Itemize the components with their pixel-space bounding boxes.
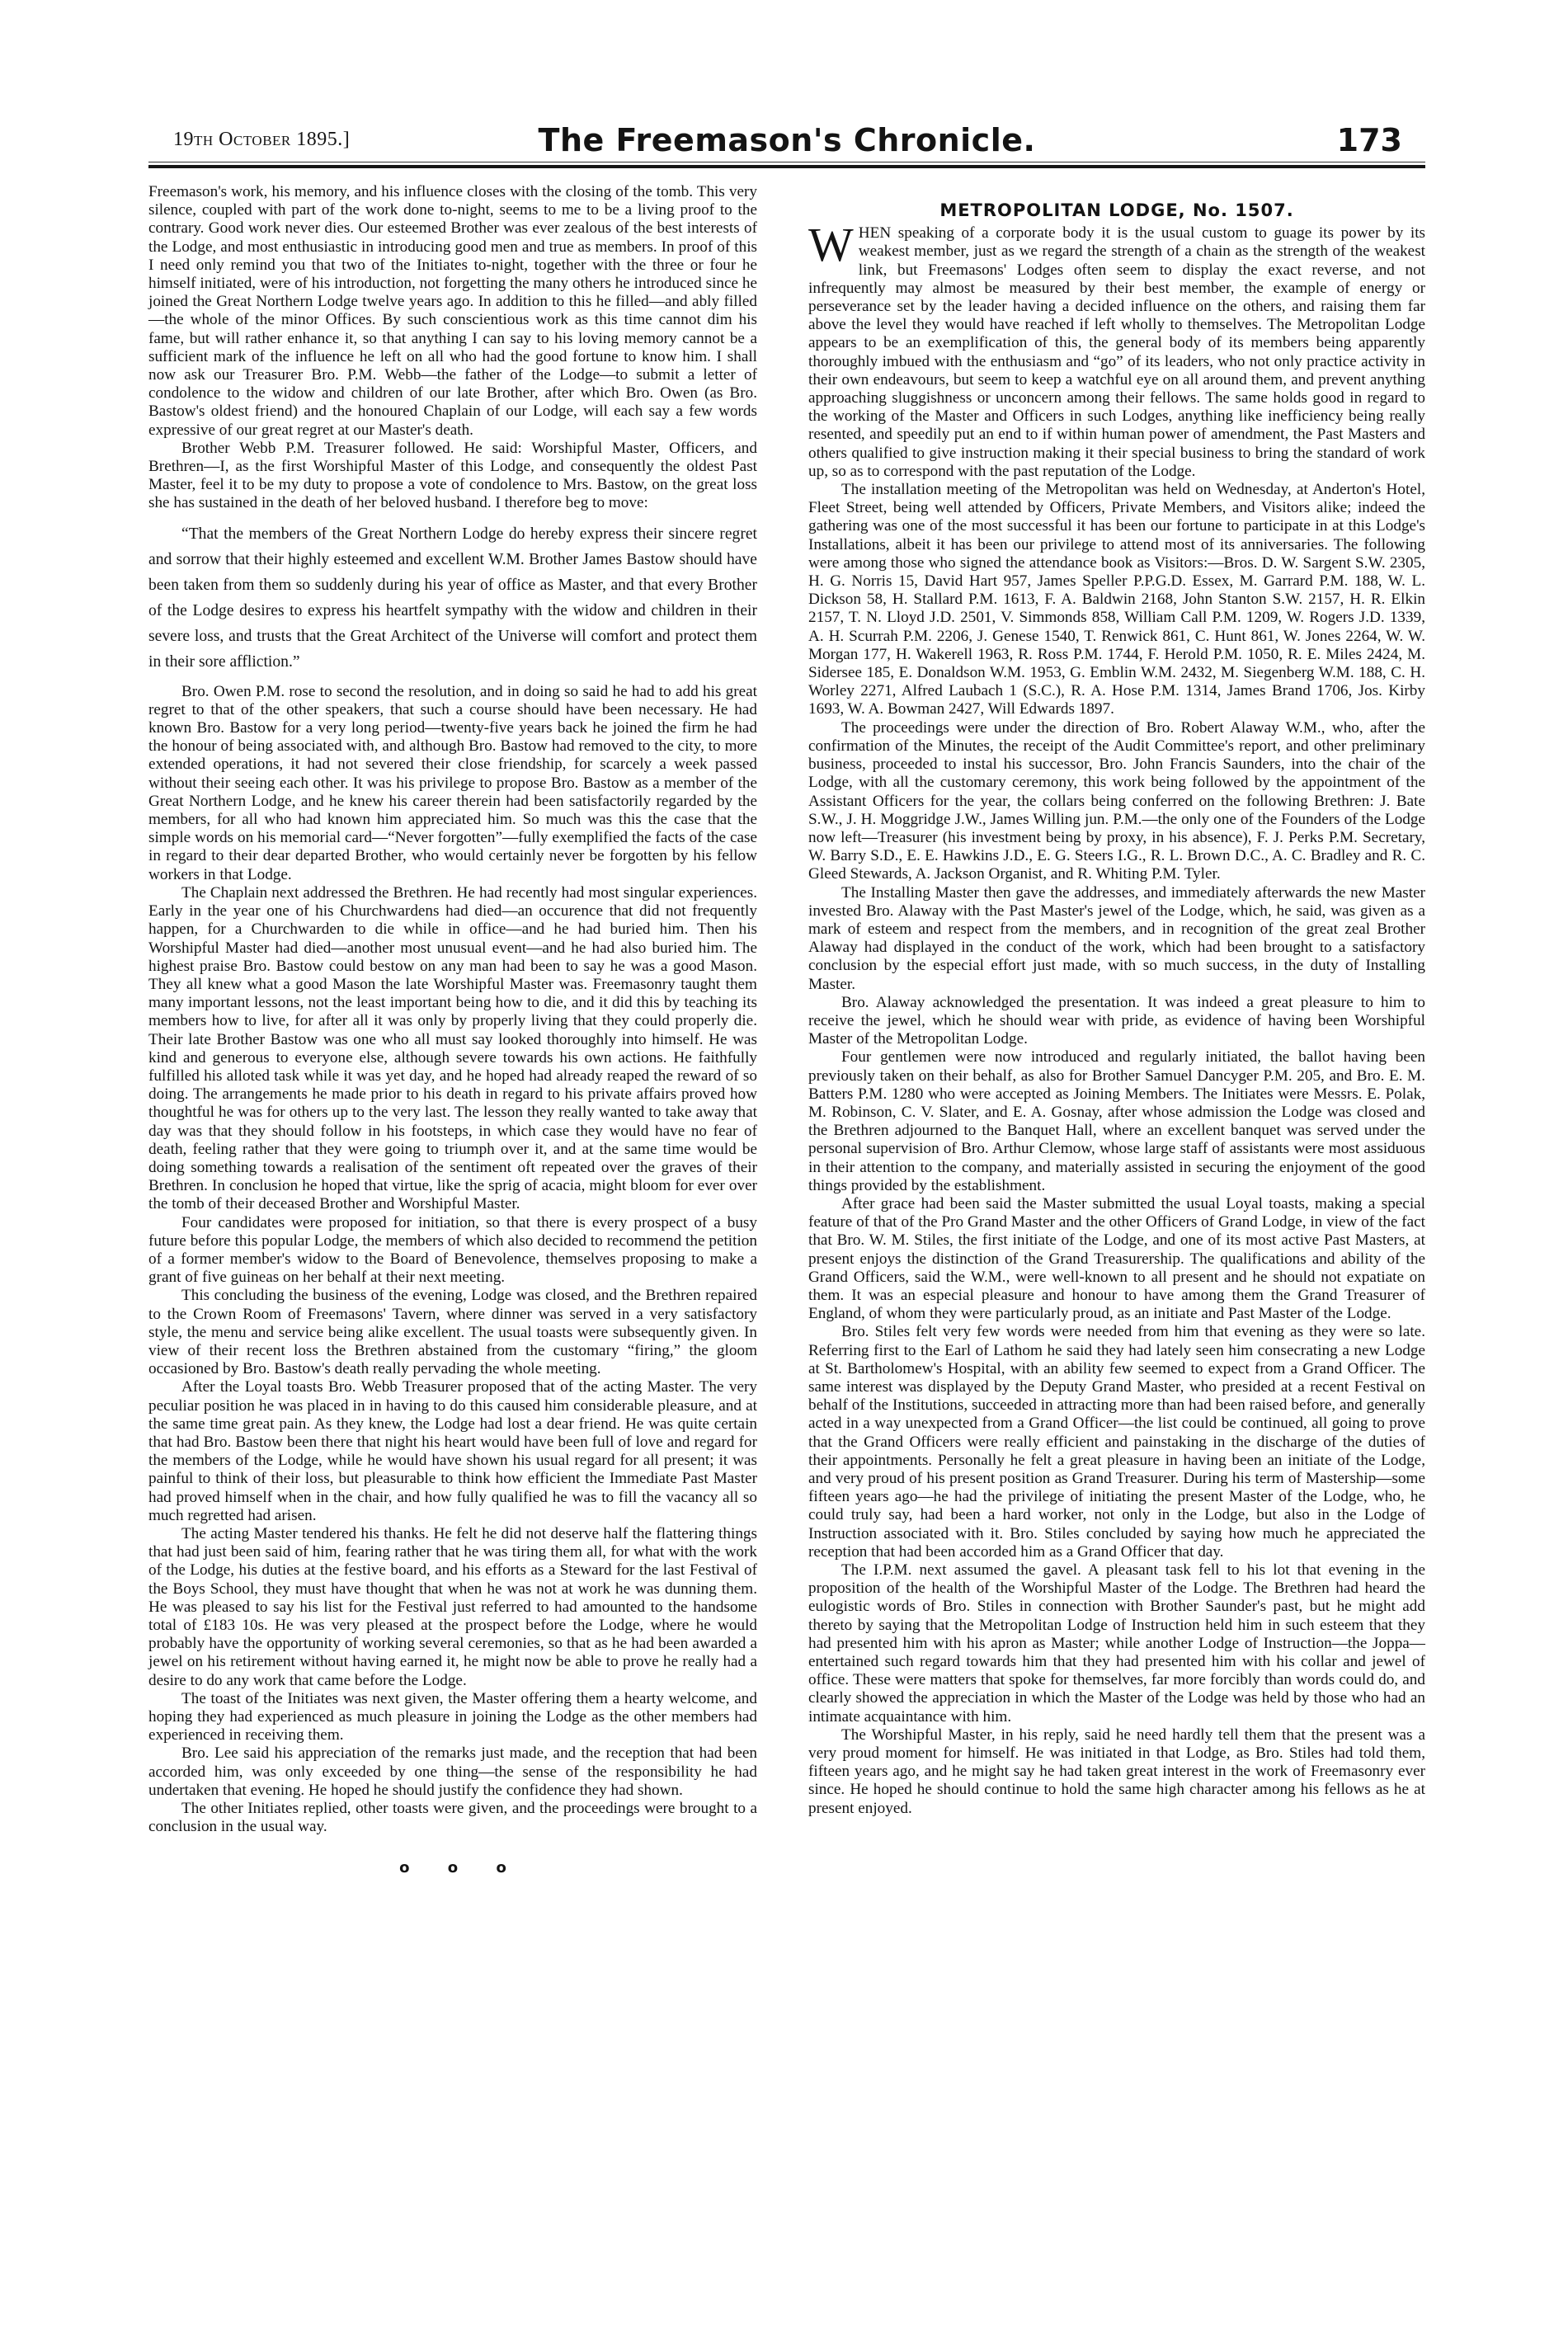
drop-cap-continuation: HEN — [858, 224, 892, 242]
paragraph: After the Loyal toasts Bro. Webb Treasurer proposed that of the acting Master. The very peculiar position he was placed in in having to do this caused him considerable pleasure, and at the same time great pain. As they knew, the Lodge had lost a dear friend. He was quite certain that had Bro. Bastow been there that night his heart would have been full of love and regard for the members of the Lodge, while he would have shown his usual regard for all present; it was painful to think of their loss, but pleasurable to think how efficient the Immediate Past Master had proved himself when in the chair, and how fully qualified he was to fill the vacancy all so much regretted had arisen. — [148, 1378, 757, 1524]
masthead-rule — [148, 162, 1425, 168]
paragraph: Bro. Alaway acknowledged the presentation. It was indeed a great pleasure to him to receive the jewel, which he should wear with pride, as evidence of having been Worshipful Master of the Metropolitan Lodge. — [808, 993, 1425, 1048]
paragraph: The proceedings were under the direction of Bro. Robert Alaway W.M., who, after the confirmation of the Minutes, the receipt of the Audit Committee's report, and other preliminary business, proceeded to instal his successor, Bro. John Francis Saunders, into the chair of the Lodge, with all the customary ceremony, this work being followed by the appointment of the Assistant Officers for the year, the collars being conferred on the following Brethren: J. Bate S.W., J. H. Moggridge J.W., James Willing jun. P.M.—the only one of the Founders of the Lodge now left—Treasurer (his investment being by proxy, in his absence), F. J. Perks P.M. Secretary, W. Barry S.D., E. E. Hawkins J.D., E. G. Steers I.G., R. L. Brown D.C., A. C. Bradley and R. C. Gleed Stewards, A. Jackson Organist, and R. Whiting P.M. Tyler. — [808, 718, 1425, 883]
page-number: 173 — [1336, 122, 1402, 158]
date-year: 1895.] — [296, 129, 351, 150]
paragraph: This concluding the business of the evening, Lodge was closed, and the Brethren repaired to the Crown Room of Freemasons' Tavern, where dinner was served in a very satisfactory style, the menu and service being alike excellent. The usual toasts were subsequently given. In view of their recent loss the Brethren abstained from the customary “firing,” the gloom occasioned by Bro. Bastow's death really pervading the whole meeting. — [148, 1287, 757, 1378]
date-day: 19th — [173, 129, 214, 150]
right-column — [808, 183, 1425, 1818]
date-month: October — [219, 129, 291, 150]
paragraph-text: speaking of a corporate body it is the usual custom to guage its power by its weakest member, just as we regard the strength of a chain as the strength of the weakest link, but Freemasons' Lodges often seem to display the exact reverse, and not infrequently may almost be measured by their best member, the example of energy or perseverance set by the leader having a decided influence on the others, and raising them far above the level they would have reached if left wholly to themselves. The Metropolitan Lodge appears to be an exemplification of this, the general body of its members being apparently thoroughly imbued with the enthusiasm and “go” of its leaders, who not only practice activity in their own endeavours, but seem to keep a watchful eye on all around them, and prevent anything approaching sluggishness or unconcern among their fellows. The same holds good in regard to the working of the Master and Officers in such Lodges, anything like inefficiency being really resented, and speedily put an end to if within human power of amendment, the Past Masters and others qualified to give instruction making it their special business to bring the standard of work up, so as to correspond with the past reputation of the Lodge. — [808, 224, 1425, 480]
paragraph: The toast of the Initiates was next given, the Master offering them a hearty welcome, and hoping they had experienced as much pleasure in joining the Lodge as the other members had experienced in receiving them. — [148, 1689, 757, 1744]
paragraph — [808, 218, 1425, 481]
paragraph: The acting Master tendered his thanks. He felt he did not deserve half the flattering things that had just been said of him, fearing rather that he was tiring them all, for what with the work of the Lodge, his duties at the festive board, and his efforts as a Steward for the last Festival of the Boys School, they must have thought that when he was not at work he was dunning them. He was pleased to say his list for the Festival just referred to had amounted to the handsome total of £183 10s. He was very pleased at the prospect before the Lodge, where he would probably have the opportunity of working several ceremonies, so that as he had been awarded a jewel on his retirement without having earned it, he might now be able to prove he really had a desire to do any work that came before the Lodge. — [148, 1525, 757, 1689]
paragraph: Brother Webb P.M. Treasurer followed. He said: Worshipful Master, Officers, and Brethren—I, as the first Worshipful Master of this Lodge, and consequently the oldest Past Master, feel it to be my duty to propose a vote of condolence to Mrs. Bastow, on the great loss she has sustained in the death of her beloved husband. I therefore beg to move: — [148, 439, 757, 512]
paragraph: Four candidates were proposed for initiation, so that there is every prospect of a busy future before this popular Lodge, the members of which also decided to recommend the petition of a former member's widow to the Board of Benevolence, themselves proposing to make a grant of five guineas on her behalf at their next meeting. — [148, 1213, 757, 1287]
paragraph: The Worshipful Master, in his reply, said he need hardly tell them that the present was a very proud moment for himself. He was initiated in that Lodge, as Bro. Stiles had told them, fifteen years ago, and he might say he had taken great interest in the work of Freemasonry ever since. He hoped he should continue to hold the same high character among his fellows as he at present enjoyed. — [808, 1726, 1425, 1817]
resolution-quote: “That the members of the Great Northern Lodge do hereby express their sincere regret and sorrow that their highly esteemed and excellent W.M. Brother James Bastow should have been taken from them so suddenly during his year of office as Master, and that every Brother of the Lodge desires to express his heartfelt sympathy with the widow and children in their severe loss, and trusts that the Great Architect of the Universe will comfort and protect them in their sore affliction.” — [148, 525, 757, 671]
paragraph: The other Initiates replied, other toasts were given, and the proceedings were brought to a conclusion in the usual way. — [148, 1800, 757, 1836]
paragraph: The I.P.M. next assumed the gavel. A pleasant task fell to his lot that evening in the proposition of the health of the Worshipful Master of the Lodge. The Brethren had heard the eulogistic words of Bro. Stiles in connection with Brother Saunder's past, but he might add thereto by saying that the Metropolitan Lodge of Instruction held him in such esteem that they had presented him with his apron as Master; while another Lodge of Instruction—the Joppa—entertained such regard towards him that they had presented him with his collar and jewel of office. These were matters that spoke for themselves, far more forcibly than words could do, and clearly showed the appreciation in which the Master of the Lodge was held by those who had an intimate acquaintance with him. — [808, 1561, 1425, 1726]
publication-title: The Freemason's Chronicle. — [538, 122, 1036, 158]
masthead — [148, 122, 1425, 158]
paragraph: The Installing Master then gave the addresses, and immediately afterwards the new Master invested Bro. Alaway with the Past Master's jewel of the Lodge, which, he said, was given as a mark of esteem and respect from the members, and in recognition of the great zeal Brother Alaway had displayed in the conduct of the work, which had been brought to a satisfactory conclusion by the especial effort just made, with so much success, in the duty of Installing Master. — [808, 883, 1425, 993]
drop-cap: W — [808, 218, 854, 272]
paragraph: After grace had been said the Master submitted the usual Loyal toasts, making a special feature of that of the Pro Grand Master and the other Officers of Grand Lodge, in view of the fact that Bro. W. M. Stiles, the first initiate of the Lodge, and one of its most active Past Masters, at present enjoys the distinction of the Grand Treasurership. The qualifications and ability of the Grand Officers, said the W.M., were well-known to all present and he should not expatiate on them. It was an especial pleasure and honour to have among them the Grand Treasurer of England, of whom they were particularly proud, as an initiate and Past Master of the Lodge. — [808, 1194, 1425, 1323]
paragraph: Freemason's work, his memory, and his influence closes with the closing of the tomb. This very silence, coupled with part of the work done to-night, seems to me to be a living proof to the contrary. Good work never dies. Our esteemed Brother was ever zealous of the best interests of the Lodge, and most enthusiastic in introducing good men and true as members. In proof of this I need only remind you that two of the Initiates to-night, together with the three or four he himself initiated, were of his introduction, not forgetting the many others he introduced since he joined the Great Northern Lodge twelve years ago. In addition to this he filled—and ably filled—the whole of the minor Offices. By such conscientious work as this time cannot dim his fame, but will rather enhance it, so that anything I can say to his loving memory cannot be a sufficient mark of the influence he left on all who had the good fortune to know him. I shall now ask our Treasurer Bro. P.M. Webb—the father of the Lodge—to submit a letter of condolence to the widow and children of our late Brother, after which Bro. Owen (as Bro. Bastow's oldest friend) and the honoured Chaplain of our Lodge, will each say a few words expressive of our great regret at our Master's death. — [148, 183, 757, 439]
article-heading: METROPOLITAN LODGE, No. 1507. — [939, 200, 1294, 220]
paragraph: The installation meeting of the Metropolitan was held on Wednesday, at Anderton's Hotel, Fleet Street, being well attended by Officers, Private Members, and Visitors alike; indeed the gathering was one of the most successful it has been our fortune to participate in at this Lodge's Installations, albeit it has been our privilege to attend most of its anniversaries. The following were among those who signed the attendance book as Visitors:—Bros. D. W. Sargent S.W. 2305, H. G. Norris 15, David Hart 957, James Speller P.P.G.D. Essex, M. Garrard P.M. 188, W. L. Dickson 58, H. Stallard P.M. 1613, F. A. Baldwin 2168, John Stanton S.W. 2157, H. R. Elkin 2157, T. N. Lloyd J.D. 2501, V. Simmonds 858, William Call P.M. 1209, W. Rogers J.D. 1339, A. H. Scurrah P.M. 2206, J. Genese 1540, T. Renwick 861, C. Hunt 861, W. Jones 2264, W. W. Morgan 177, H. Wakerell 1963, R. Ross P.M. 1744, F. Herold P.M. 1050, R. E. Miles 2424, M. Sidersee 185, E. Donaldson W.M. 1953, G. Emblin W.M. 2432, M. Siegenberg W.M. 188, C. H. Worley 2271, Alfred Laubach 1 (S.C.), R. A. Hose P.M. 1314, James Brand 1706, Jos. Kirby 1693, W. A. Bowman 2427, Will Edwards 1897. — [808, 481, 1425, 718]
paragraph: The Chaplain next addressed the Brethren. He had recently had most singular experiences. Early in the year one of his Churchwardens had died—an occurence that did not frequently happen, for a Churchwarden to die while in office—and he had buried him. Then his Worshipful Master had died—another most unusual event—and he had also buried him. The highest praise Bro. Bastow could bestow on any man had been to say he was a good Mason. They all knew what a good Mason the late Worshipful Master was. Freemasonry taught them many important lessons, not the least important being how to die, and it did this by teaching its members how to live, for after all it was only by properly living that they could properly die. Their late Brother Bastow was one who all must say looked thoroughly into himself. He was kind and generous to everyone else, although severe towards his own actions. He faithfully fulfilled his alloted task while it was yet day, and he hoped had already reaped the reward of so doing. The arrangements he made prior to his death in regard to his private affairs proved how thoughtful he was for others up to the very last. The lesson they really wanted to take away that day was that they should follow in his footsteps, in which case they would have no fear of death, feeling rather that they were going to triumph over it, and at the same time would be doing something towards a realisation of the sentiment oft repeated over the graves of their Brethren. In conclusion he hoped that virtue, like the sprig of acacia, might bloom for ever over the tomb of their deceased Brother and Worshipful Master. — [148, 883, 757, 1213]
paragraph: Bro. Stiles felt very few words were needed from him that evening as they were so late. Referring first to the Earl of Lathom he said they had lately seen him consecrating a new Lodge at St. Bartholomew's Hospital, with an ability few seemed to expect from a Grand Officer. The same interest was displayed by the Deputy Grand Master, who presided at a recent Festival on behalf of the Institutions, succeeded in attracting more than had been raised before, and generally acted in a way unexpected from a Grand Officer—the list could be continued, all going to prove that the Grand Officers were really efficient and painstaking in the discharge of the duties of their appointments. Personally he felt a great pleasure in having been an initiate of the Lodge, and very proud of his present position as Grand Treasurer. During his term of Mastership—some fifteen years ago—he had the privilege of initiating the present Master of the Lodge, who, he could truly say, had been a hard worker, not only in the Lodge, but also in the Lodge of Instruction associated with it. Bro. Stiles concluded by saying how much he appreciated the reception that had been accorded him as a Grand Officer that day. — [808, 1323, 1425, 1561]
section-ornament: o o o — [399, 1859, 506, 1877]
paragraph: Bro. Owen P.M. rose to second the resolution, and in doing so said he had to add his great regret to that of the other speakers, that such a course should have been necessary. He had known Bro. Bastow for a very long period—twenty-five years back he joined the firm he had the honour of being associated with, and although Bro. Bastow had removed to the city, to more extended operations, it had not severed their close friendship, for scarcely a week passed without their seeing each other. It was his privilege to propose Bro. Bastow as a member of the Great Northern Lodge, and he knew his career therein had been satisfactorily regarded by the members, for all who had known him appreciated him. So much was this the case that the simple words on his memorial card—“Never forgotten”—fully exemplified the facts of the case in regard to their dear departed Brother, who would certainly never be forgotten by his fellow workers in that Lodge. — [148, 682, 757, 883]
left-column — [148, 183, 757, 1878]
paragraph: Bro. Lee said his appreciation of the remarks just made, and the reception that had been accorded him, was only exceeded by one thing—the sense of the responsibility he had undertaken that evening. He hoped he should justify the confidence they had shown. — [148, 1744, 757, 1799]
paragraph: Four gentlemen were now introduced and regularly initiated, the ballot having been previously taken on their behalf, as also for Brother Samuel Dancyger P.M. 205, and Bro. E. M. Batters P.M. 1280 who were accepted as Joining Members. The Initiates were Messrs. E. Polak, M. Robinson, C. V. Slater, and E. A. Gosnay, after whose admission the Lodge was closed and the Brethren adjourned to the Banquet Hall, where an excellent banquet was served under the personal supervision of Bro. Arthur Clemow, whose large staff of assistants were most assiduous in their attention to the company, and materially assisted in securing the enjoyment of the good things provided by the establishment. — [808, 1048, 1425, 1194]
